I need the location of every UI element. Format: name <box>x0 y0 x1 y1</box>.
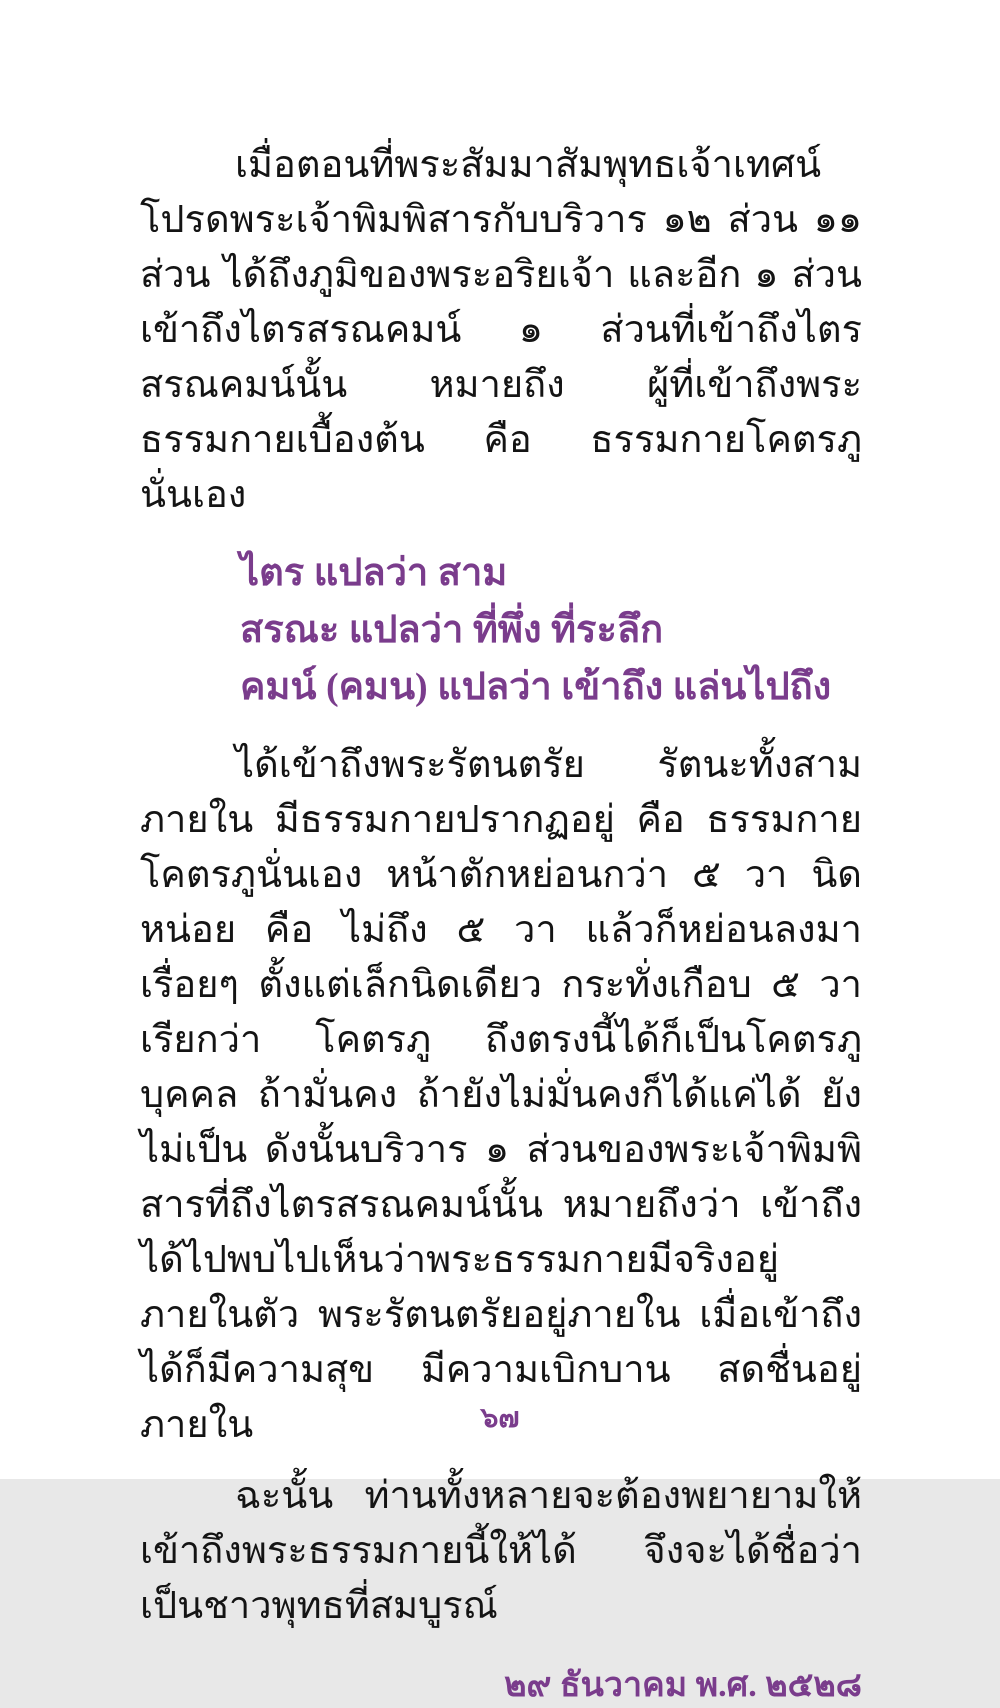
paragraph-closing: ฉะนั้น ท่านทั้งหลายจะต้องพยายามให้เข้าถึงพระธรรมกายนี้ให้ได้ จึงจะได้ชื่อว่า เป็นชาวพุทธที่สมบูรณ์ <box>140 1475 862 1627</box>
page-content <box>140 138 862 1708</box>
page-number: ๖๗ <box>480 1403 520 1434</box>
definition-sarana: สรณะ แปลว่า ที่พึ่ง ที่ระลึก <box>240 609 664 651</box>
definitions-block <box>240 545 862 716</box>
definition-trai: ไตร แปลว่า สาม <box>240 552 508 594</box>
definition-khamana: คมน์ (คมน) แปลว่า เข้าถึง แล่นไปถึง <box>240 666 832 708</box>
sermon-date: ๒๙ ธันวาคม พ.ศ. ๒๕๒๘ <box>504 1667 862 1704</box>
paragraph-body: ได้เข้าถึงพระรัตนตรัย รัตนะทั้งสามภายใน มีธรรมกายปรากฏอยู่ คือ ธรรมกายโคตรภูนั่นเอง หน้าตักหย่อนกว่า ๕ วา นิดหน่อย คือ ไม่ถึง ๕ วา แล้วก็หย่อนลงมาเรื่อยๆ ตั้งแต่เล็กนิดเดียว กระทั่งเกือบ ๕ วา เรียกว่า โคตรภู ถึงตรงนี้ได้ก็เป็นโคตรภูบุคคล ถ้ามั่นคง ถ้ายังไม่มั่นคงก็ได้แค่ได้ ยังไม่เป็น ดังนั้นบริวาร ๑ ส่วนของพระเจ้าพิมพิสารที่ถึงไตรสรณคมน์นั้น หมายถึงว่า เข้าถึง ได้ไปพบไปเห็นว่าพระธรรมกายมีจริงอยู่ภายในตัว พระรัตนตรัยอยู่ภายใน เมื่อเข้าถึงได้ก็มีความสุข มีความเบิกบาน สดชื่นอยู่ภายใน <box>140 744 862 1446</box>
paragraph-intro: เมื่อตอนที่พระสัมมาสัมพุทธเจ้าเทศน์โปรดพระเจ้าพิมพิสารกับบริวาร ๑๒ ส่วน ๑๑ ส่วน ได้ถึงภูมิของพระอริยเจ้า และอีก ๑ ส่วน เข้าถึงไตรสรณคมน์ ๑ ส่วนที่เข้าถึงไตรสรณคมน์นั้น หมายถึง ผู้ที่เข้าถึงพระธรรมกายเบื้องต้น คือ ธรรมกายโคตรภูนั่นเอง <box>140 144 862 516</box>
